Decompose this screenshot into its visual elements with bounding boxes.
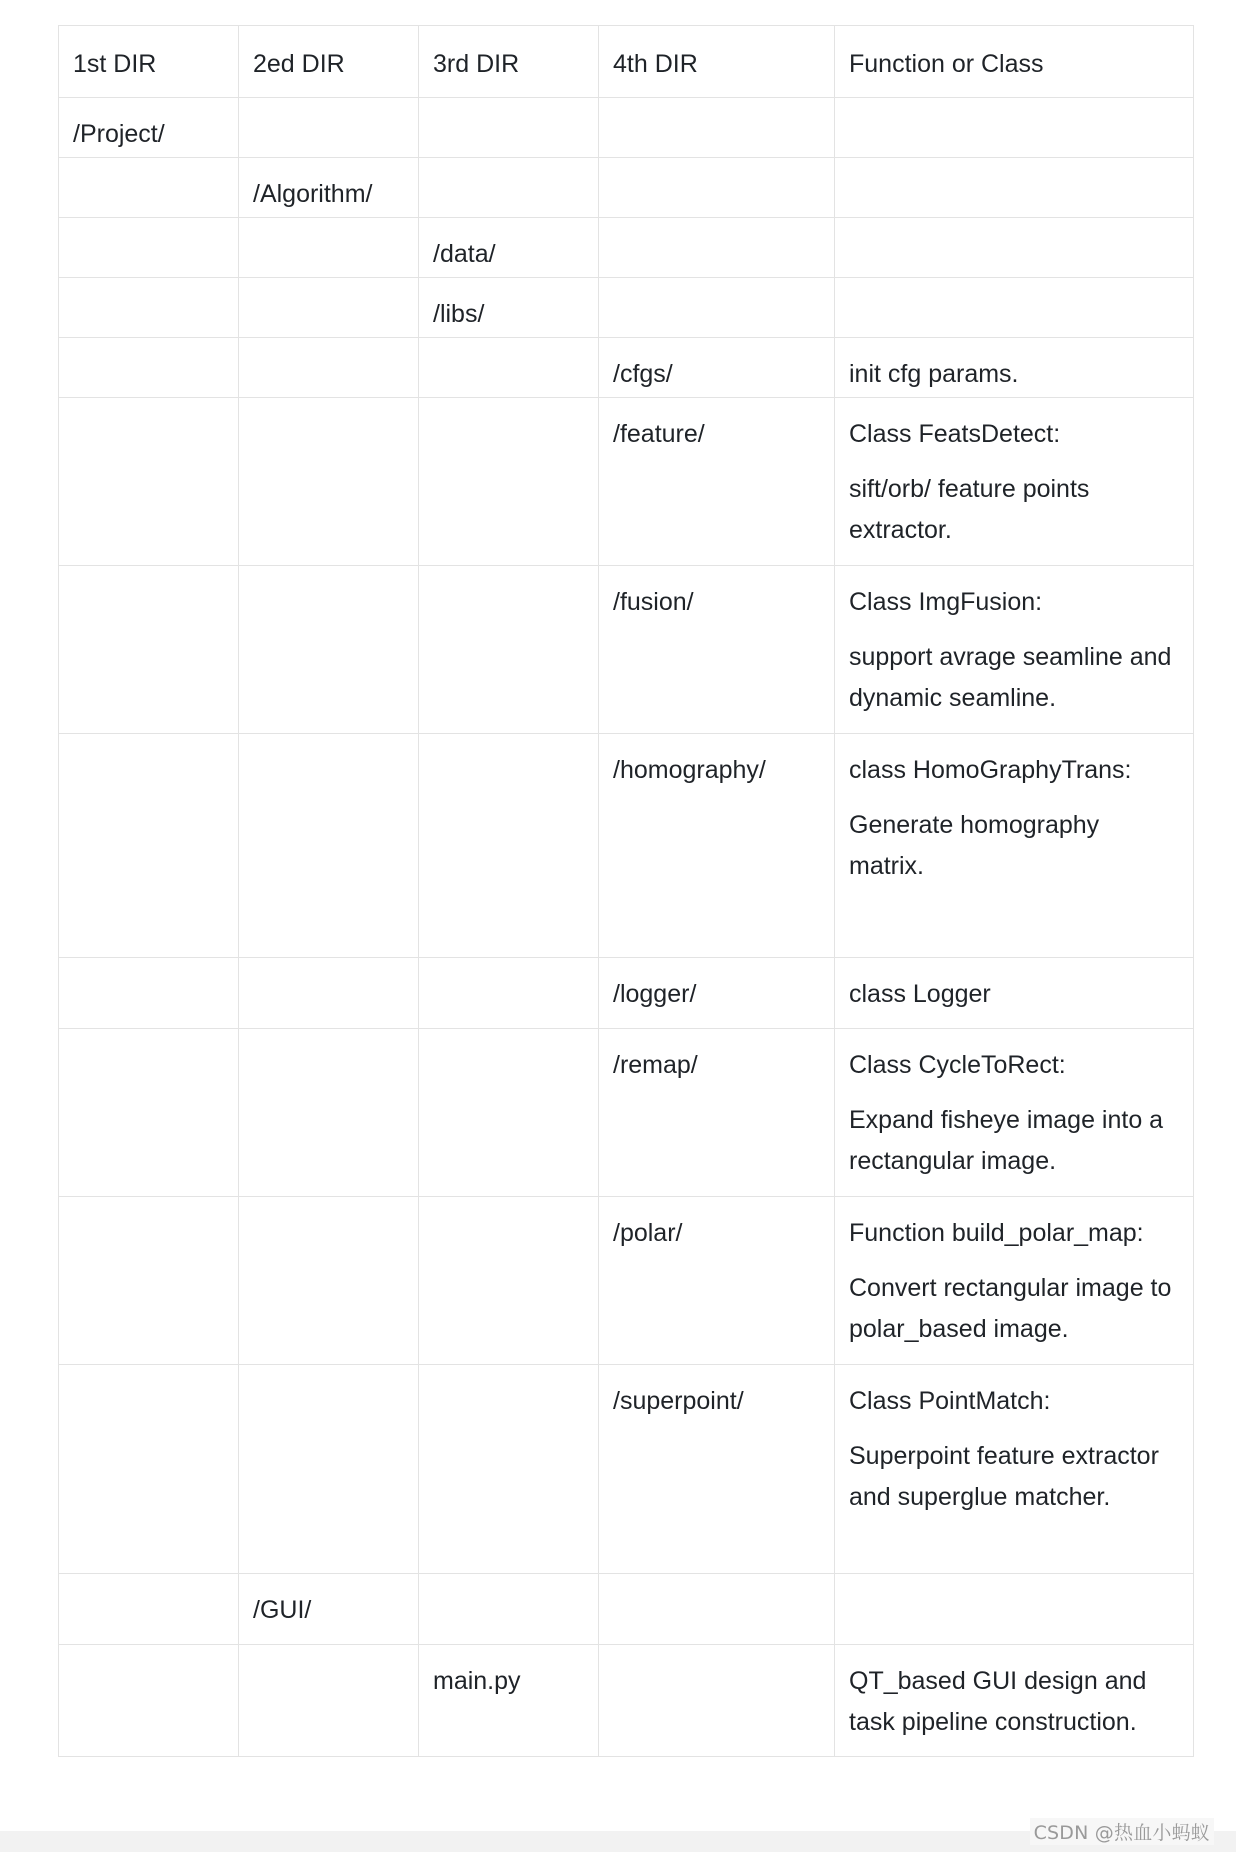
cell-1st-dir	[59, 1029, 239, 1197]
cell-3rd-dir	[419, 1574, 599, 1645]
cell-function	[835, 958, 1194, 1029]
function-title: Class CycleToRect:	[849, 1051, 1066, 1079]
cell-2ed-dir	[239, 1197, 419, 1365]
cell-function	[835, 218, 1194, 278]
cell-2ed-dir	[239, 1574, 419, 1645]
table-row	[59, 1029, 1194, 1197]
cell-2ed-dir	[239, 218, 419, 278]
header-2ed-dir: 2ed DIR	[239, 26, 419, 98]
table-row	[59, 158, 1194, 218]
dir-name: /remap/	[613, 1051, 698, 1079]
cell-3rd-dir	[419, 1197, 599, 1365]
cell-1st-dir	[59, 398, 239, 566]
cell-1st-dir	[59, 98, 239, 158]
cell-1st-dir	[59, 1645, 239, 1757]
dir-name: /polar/	[613, 1219, 683, 1247]
function-title: QT_based GUI design and task pipeline construction.	[849, 1667, 1147, 1736]
cell-2ed-dir	[239, 958, 419, 1029]
cell-3rd-dir	[419, 1645, 599, 1757]
function-description: Convert rectangular image to polar_based image.	[849, 1274, 1172, 1343]
cell-function	[835, 734, 1194, 958]
cell-3rd-dir	[419, 278, 599, 338]
table-row	[59, 958, 1194, 1029]
table-row	[59, 1645, 1194, 1757]
cell-4th-dir	[599, 338, 835, 398]
cell-function	[835, 1645, 1194, 1757]
csdn-watermark: CSDN @热血小蚂蚁	[1030, 1818, 1214, 1845]
cell-4th-dir	[599, 98, 835, 158]
cell-3rd-dir	[419, 566, 599, 734]
cell-2ed-dir	[239, 1365, 419, 1574]
cell-2ed-dir	[239, 158, 419, 218]
directory-table	[58, 25, 1194, 1757]
cell-4th-dir	[599, 1365, 835, 1574]
cell-4th-dir	[599, 958, 835, 1029]
function-title: Function build_polar_map:	[849, 1219, 1144, 1247]
cell-function	[835, 1365, 1194, 1574]
dir-name: /feature/	[613, 420, 705, 448]
cell-3rd-dir	[419, 1029, 599, 1197]
table-row	[59, 218, 1194, 278]
cell-4th-dir	[599, 1029, 835, 1197]
dir-name: /logger/	[613, 980, 697, 1008]
function-description: sift/orb/ feature points extractor.	[849, 475, 1090, 544]
table-row	[59, 734, 1194, 958]
cell-3rd-dir	[419, 218, 599, 278]
dir-name: /cfgs/	[613, 360, 673, 388]
cell-3rd-dir	[419, 958, 599, 1029]
cell-4th-dir	[599, 1574, 835, 1645]
cell-2ed-dir	[239, 278, 419, 338]
dir-name: /Project/	[73, 120, 165, 148]
function-description: Superpoint feature extractor and superglue matcher.	[849, 1442, 1159, 1511]
cell-1st-dir	[59, 218, 239, 278]
cell-function	[835, 398, 1194, 566]
function-title: Class ImgFusion:	[849, 588, 1043, 616]
cell-function	[835, 278, 1194, 338]
cell-4th-dir	[599, 1645, 835, 1757]
cell-2ed-dir	[239, 566, 419, 734]
cell-2ed-dir	[239, 1029, 419, 1197]
function-description: support avrage seamline and dynamic seamline.	[849, 643, 1172, 712]
header-3rd-dir: 3rd DIR	[419, 26, 599, 98]
dir-name: /Algorithm/	[253, 180, 373, 208]
cell-1st-dir	[59, 734, 239, 958]
cell-3rd-dir	[419, 398, 599, 566]
function-title: class Logger	[849, 980, 991, 1008]
table-header-row	[59, 26, 1194, 98]
cell-4th-dir	[599, 734, 835, 958]
cell-function	[835, 338, 1194, 398]
dir-name: main.py	[433, 1667, 521, 1695]
cell-3rd-dir	[419, 1365, 599, 1574]
cell-4th-dir	[599, 278, 835, 338]
cell-1st-dir	[59, 1365, 239, 1574]
function-title: Class FeatsDetect:	[849, 420, 1061, 448]
table-row	[59, 98, 1194, 158]
header-1st-dir: 1st DIR	[59, 26, 239, 98]
function-description: Expand fisheye image into a rectangular image.	[849, 1106, 1164, 1175]
cell-function	[835, 158, 1194, 218]
dir-name: /homography/	[613, 756, 766, 784]
cell-2ed-dir	[239, 734, 419, 958]
function-description: Generate homography matrix.	[849, 811, 1100, 880]
table-row	[59, 278, 1194, 338]
cell-4th-dir	[599, 218, 835, 278]
cell-1st-dir	[59, 158, 239, 218]
header-4th-dir: 4th DIR	[599, 26, 835, 98]
header-function-or-class: Function or Class	[835, 26, 1194, 98]
table-row	[59, 1197, 1194, 1365]
cell-2ed-dir	[239, 338, 419, 398]
cell-3rd-dir	[419, 158, 599, 218]
cell-function	[835, 1574, 1194, 1645]
cell-function	[835, 1197, 1194, 1365]
table-row	[59, 338, 1194, 398]
table-row	[59, 398, 1194, 566]
function-title: init cfg params.	[849, 360, 1019, 388]
dir-name: /GUI/	[253, 1596, 312, 1624]
function-title: class HomoGraphyTrans:	[849, 756, 1132, 784]
cell-1st-dir	[59, 958, 239, 1029]
dir-name: /superpoint/	[613, 1387, 744, 1415]
cell-4th-dir	[599, 1197, 835, 1365]
cell-3rd-dir	[419, 734, 599, 958]
cell-1st-dir	[59, 278, 239, 338]
table-row	[59, 1574, 1194, 1645]
dir-name: /libs/	[433, 300, 485, 328]
cell-function	[835, 98, 1194, 158]
cell-2ed-dir	[239, 398, 419, 566]
cell-2ed-dir	[239, 98, 419, 158]
cell-4th-dir	[599, 158, 835, 218]
cell-4th-dir	[599, 566, 835, 734]
cell-1st-dir	[59, 566, 239, 734]
function-title: Class PointMatch:	[849, 1387, 1051, 1415]
cell-function	[835, 1029, 1194, 1197]
cell-1st-dir	[59, 338, 239, 398]
cell-1st-dir	[59, 1574, 239, 1645]
cell-2ed-dir	[239, 1645, 419, 1757]
cell-3rd-dir	[419, 98, 599, 158]
dir-name: /data/	[433, 240, 496, 268]
cell-function	[835, 566, 1194, 734]
table-row	[59, 1365, 1194, 1574]
table-row	[59, 566, 1194, 734]
cell-3rd-dir	[419, 338, 599, 398]
cell-1st-dir	[59, 1197, 239, 1365]
cell-4th-dir	[599, 398, 835, 566]
dir-name: /fusion/	[613, 588, 694, 616]
